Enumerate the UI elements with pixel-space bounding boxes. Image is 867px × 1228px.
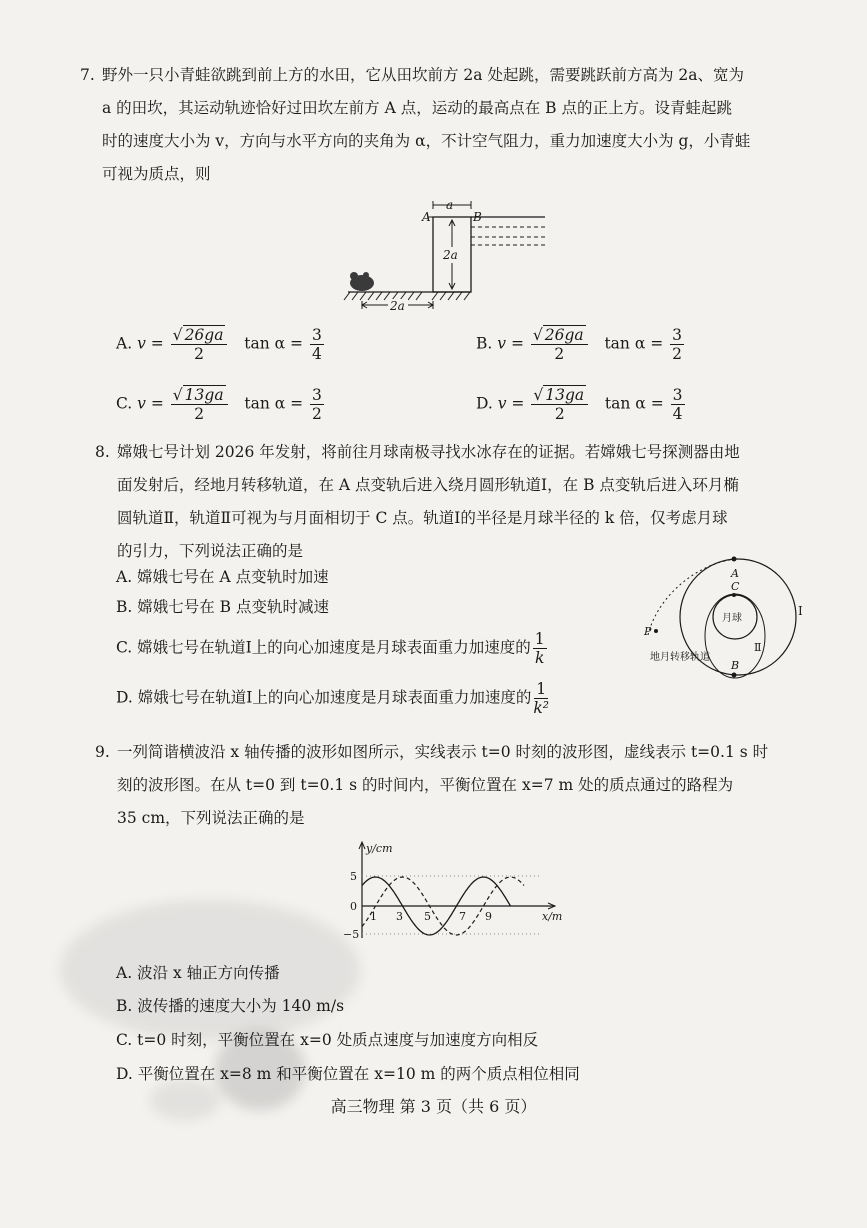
tan-fraction [671, 386, 685, 423]
q8-option-a[interactable] [116, 565, 329, 587]
v-fraction: $\frac{√ 13ga}{2}$ [531, 386, 588, 423]
option-letter: C. [116, 394, 133, 413]
denominator: 2 [554, 405, 565, 423]
v-prefix: v = [137, 394, 164, 413]
question-text-line: 35 cm，下列说法正确的是 [117, 809, 305, 827]
point-p-label: P [644, 625, 652, 638]
question-text-line: 野外一只小青蛙欲跳到前上方的水田，它从田坎前方 2a 处起跳，需要跳跃前方高为 2a、宽为 [102, 66, 744, 84]
v-prefix: v = [137, 334, 164, 353]
denominator: k² [533, 699, 549, 717]
denominator: 2 [194, 405, 205, 423]
x-tick-1: 1 [370, 910, 377, 923]
point-c-label: C [731, 580, 740, 593]
tan-fraction [310, 386, 324, 423]
v-fraction: $\frac{√ 13ga}{2}$ [171, 386, 228, 423]
option-letter: D. [476, 394, 493, 413]
numerator: 3 [672, 386, 683, 404]
y-tick-5: 5 [350, 870, 357, 883]
fraction [533, 680, 549, 717]
page-footer: 高三物理 第 3 页（共 6 页） [330, 1097, 537, 1116]
point-a-label: A [731, 567, 739, 580]
dim-2a-bottom-label: 2a [390, 299, 405, 313]
q7-option-b[interactable] [476, 326, 686, 363]
q8-option-b[interactable] [116, 595, 329, 617]
point-b-label: B [473, 210, 482, 224]
v-prefix: v = [497, 394, 525, 413]
option-letter: A. [116, 334, 133, 353]
tan-prefix: tan α = [244, 394, 304, 413]
frog-icon [350, 272, 374, 291]
radicand: 13ga [184, 386, 224, 404]
frog-jump-figure [340, 195, 560, 320]
question-7 [80, 59, 750, 191]
q9-option-a[interactable] [116, 961, 280, 983]
numerator: 1 [534, 630, 545, 648]
x-tick-9: 9 [485, 910, 492, 923]
tan-prefix: tan α = [244, 334, 303, 353]
tan-prefix: tan α = [604, 334, 664, 353]
denominator: 2 [672, 345, 683, 363]
fraction [533, 630, 547, 667]
option-text: A. 嫦娥七号在 A 点变轨时加速 [116, 568, 329, 586]
point-a-label: A [422, 210, 431, 224]
numerator: 3 [311, 326, 322, 344]
q8-option-d[interactable] [116, 680, 551, 717]
moon-orbit-figure [638, 555, 808, 685]
radicand: 13ga [545, 386, 585, 404]
option-letter: B. [476, 334, 493, 353]
question-text-line: 的引力，下列说法正确的是 [117, 542, 304, 560]
option-text: B. 波传播的速度大小为 140 m/s [116, 997, 345, 1015]
moon-label: 月球 [722, 613, 742, 624]
numerator: 3 [312, 386, 322, 404]
radicand: 26ga [184, 326, 224, 344]
question-9 [95, 736, 768, 835]
q9-option-b[interactable] [116, 994, 344, 1016]
q8-option-c[interactable] [116, 630, 549, 667]
x-tick-3: 3 [396, 910, 403, 923]
tan-fraction [310, 326, 324, 363]
tan-fraction [670, 326, 684, 363]
denominator: 4 [672, 405, 683, 423]
tan-prefix: tan α = [604, 394, 664, 413]
y-axis-label: y/cm [366, 842, 393, 855]
dim-2a-height-label: 2a [443, 248, 458, 262]
transfer-orbit-label: 地月转移轨道 [650, 652, 710, 663]
v-fraction: $\frac{√ 26ga}{2}$ [171, 326, 228, 363]
point-b-label: B [731, 659, 740, 672]
denominator: 2 [312, 405, 322, 423]
question-text-line: 面发射后，经地月转移轨道，在 A 点变轨后进入绕月圆形轨道Ⅰ，在 B 点变轨后进入环月椭 [117, 476, 739, 494]
question-text-line: 刻的波形图。在从 t=0 到 t=0.1 s 的时间内，平衡位置在 x=7 m 处的质点通过的路程为 [117, 776, 734, 794]
question-text-line: 一列简谐横波沿 x 轴传播的波形如图所示，实线表示 t=0 时刻的波形图，虚线表示 t=0.1 s 时 [117, 743, 769, 761]
x-axis-label: x/m [542, 910, 563, 923]
question-number: 8. [95, 443, 110, 461]
v-fraction: $\frac{√ 26ga}{2}$ [531, 326, 588, 363]
denominator: 2 [554, 345, 565, 363]
q7-option-a[interactable] [116, 326, 326, 363]
question-text-line: 时的速度大小为 v，方向与水平方向的夹角为 α，不计空气阻力，重力加速度大小为 g，小青蛙 [102, 132, 751, 150]
option-text: D. 平衡位置在 x=8 m 和平衡位置在 x=10 m 的两个质点相位相同 [116, 1065, 580, 1083]
denominator: 4 [311, 345, 322, 363]
numerator: 1 [536, 680, 547, 698]
option-text: C. t=0 时刻，平衡位置在 x=0 处质点速度与加速度方向相反 [116, 1031, 539, 1049]
denominator: 2 [194, 345, 204, 363]
y-tick-0: 0 [350, 900, 357, 913]
question-text-line: 可视为质点，则 [102, 165, 211, 183]
x-tick-5: 5 [424, 910, 431, 923]
wave-figure [340, 838, 570, 943]
y-tick-minus5: −5 [343, 928, 360, 941]
radicand: 26ga [544, 326, 584, 344]
x-tick-7: 7 [459, 910, 466, 923]
q9-option-d[interactable] [116, 1062, 580, 1084]
denominator: k [535, 649, 545, 667]
option-text: A. 波沿 x 轴正方向传播 [116, 964, 280, 982]
question-number: 9. [95, 743, 110, 761]
v-prefix: v = [497, 334, 524, 353]
orbit-ii-label: Ⅱ [754, 641, 762, 654]
q9-option-c[interactable] [116, 1028, 538, 1050]
option-text: D. 嫦娥七号在轨道Ⅰ上的向心加速度是月球表面重力加速度的 [116, 688, 532, 707]
dim-a-label: a [446, 198, 454, 212]
question-text-line: 圆轨道Ⅱ，轨道Ⅱ可视为与月面相切于 C 点。轨道Ⅰ的半径是月球半径的 k 倍，仅考虑月球 [117, 509, 728, 527]
option-text: C. 嫦娥七号在轨道Ⅰ上的向心加速度是月球表面重力加速度的 [116, 638, 531, 657]
question-number: 7. [80, 66, 95, 84]
question-text-line: a 的田坎，其运动轨迹恰好过田坎左前方 A 点，运动的最高点在 B 点的正上方。设青蛙起跳 [102, 99, 732, 117]
option-text: B. 嫦娥七号在 B 点变轨时减速 [116, 598, 329, 616]
q7-option-c[interactable] [116, 386, 326, 423]
question-8 [95, 436, 740, 568]
orbit-i-label: Ⅰ [798, 604, 803, 618]
q7-option-d[interactable] [476, 386, 687, 423]
numerator: 3 [672, 326, 683, 344]
question-text-line: 嫦娥七号计划 2026 年发射，将前往月球南极寻找水冰存在的证据。若嫦娥七号探测器由地 [117, 443, 740, 461]
